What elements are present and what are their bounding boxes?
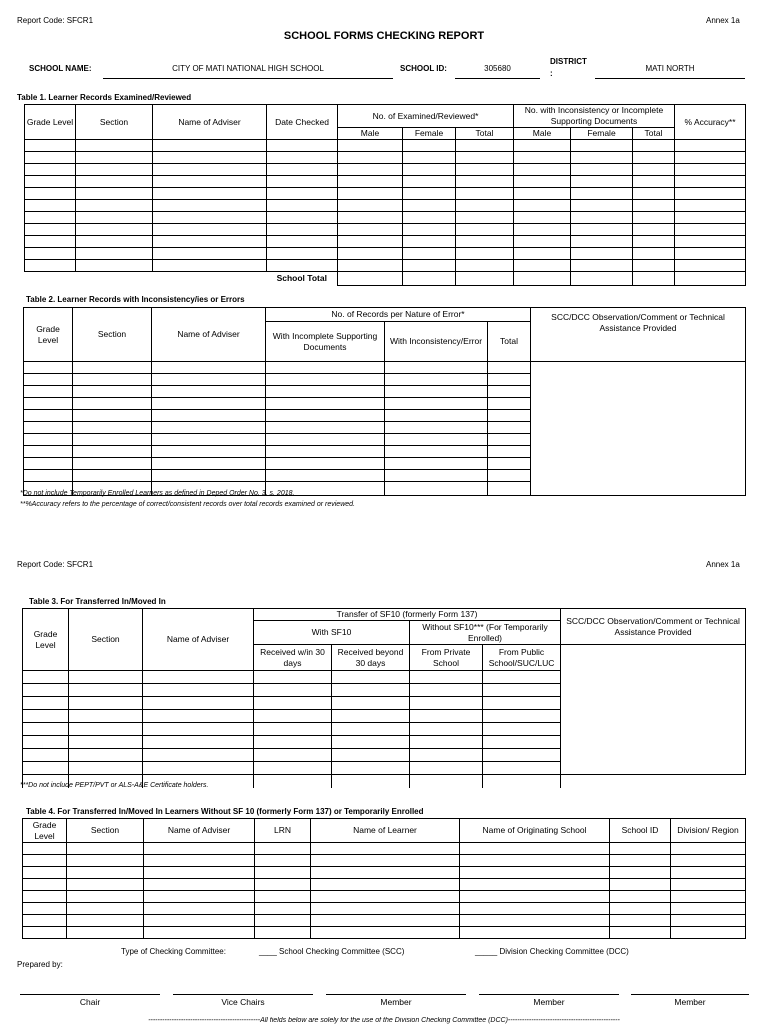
table-row <box>23 855 746 867</box>
table-row <box>25 176 746 188</box>
t4-header-section: Section <box>67 819 144 843</box>
table-row <box>24 362 746 374</box>
t3-header-without-sf10: Without SF10*** (For Temporarily Enrolled) <box>410 621 561 645</box>
t1-header-section: Section <box>76 105 153 140</box>
t3-header-within30: Received w/in 30 days <box>254 645 332 671</box>
table-row <box>25 248 746 260</box>
school-id-value: 305680 <box>484 64 511 73</box>
t3-header-transfer: Transfer of SF10 (formerly Form 137) <box>254 609 561 621</box>
table3 <box>22 608 746 788</box>
table-row <box>23 927 746 939</box>
t1-header-inconsistency: No. with Inconsistency or Incomplete Supporting Documents <box>514 105 675 128</box>
t4-header-grade-level: Grade Level <box>23 819 67 843</box>
table-row <box>23 903 746 915</box>
signature-member-2: Member <box>479 994 619 1007</box>
t3-header-private: From Private School <box>410 645 483 671</box>
table-row <box>25 188 746 200</box>
t3-header-section: Section <box>69 609 143 671</box>
district-label: DISTRICT <box>550 57 587 66</box>
t2-header-total: Total <box>488 322 531 362</box>
table-row <box>23 915 746 927</box>
table2-caption: Table 2. Learner Records with Inconsistency/ies or Errors <box>26 295 245 304</box>
table-row <box>25 260 746 272</box>
t2-header-nature: No. of Records per Nature of Error* <box>266 308 531 322</box>
t1-header-grade-level: Grade Level <box>25 105 76 140</box>
t2-header-inconsistency: With Inconsistency/Error <box>385 322 488 362</box>
school-id-label: SCHOOL ID: <box>400 64 447 73</box>
table4 <box>22 818 746 939</box>
district-colon: : <box>550 69 553 78</box>
school-name-value: CITY OF MATI NATIONAL HIGH SCHOOL <box>172 64 324 73</box>
table-row <box>25 152 746 164</box>
t2-header-section: Section <box>73 308 152 362</box>
t2-header-adviser: Name of Adviser <box>152 308 266 362</box>
district-value: MATI NORTH <box>645 64 695 73</box>
t3-header-with-sf10: With SF10 <box>254 621 410 645</box>
table4-caption: Table 4. For Transferred In/Moved In Learners Without SF 10 (formerly Form 137) or Temporarily Enrolled <box>26 807 424 816</box>
t1-header-examined: No. of Examined/Reviewed* <box>338 105 514 128</box>
t1-header-female-inc: Female <box>571 128 633 140</box>
school-total-label: School Total <box>267 272 338 286</box>
t3-header-beyond30: Received beyond 30 days <box>332 645 410 671</box>
table-row <box>23 879 746 891</box>
table-row <box>25 236 746 248</box>
school-id-underline <box>455 78 540 79</box>
t3-header-public: From Public School/SUC/LUC <box>483 645 561 671</box>
note-accuracy: **%Accuracy refers to the percentage of correct/consistent records over total records examined or reviewed. <box>20 501 355 508</box>
t1-header-accuracy: % Accuracy** <box>675 105 746 140</box>
signature-member-3: Member <box>631 994 749 1007</box>
t4-header-origin: Name of Originating School <box>460 819 610 843</box>
signature-vice-chairs: Vice Chairs <box>173 994 313 1007</box>
t2-observation-cell[interactable] <box>531 362 746 496</box>
t4-header-school-id: School ID <box>610 819 671 843</box>
annex-label: Annex 1a <box>706 16 740 25</box>
annex-label-page2: Annex 1a <box>706 560 740 569</box>
t3-header-grade-level: Grade Level <box>23 609 69 671</box>
signature-chair: Chair <box>20 994 160 1007</box>
table-row <box>25 140 746 152</box>
committee-label: Type of Checking Committee: <box>121 947 226 956</box>
t1-header-total-inc: Total <box>633 128 675 140</box>
page-title: SCHOOL FORMS CHECKING REPORT <box>283 30 485 42</box>
table-row <box>23 891 746 903</box>
report-code: Report Code: SFCR1 <box>17 16 94 25</box>
table-row <box>25 164 746 176</box>
committee-scc-option[interactable]: ____ School Checking Committee (SCC) <box>259 947 405 956</box>
t1-header-male: Male <box>338 128 403 140</box>
school-name-underline <box>103 78 393 79</box>
table-row <box>25 200 746 212</box>
t1-header-date-checked: Date Checked <box>267 105 338 140</box>
t1-header-male-inc: Male <box>514 128 571 140</box>
table1 <box>24 104 746 286</box>
note-temporarily-enrolled: *Do not include Temporarily Enrolled Learners as defined in Deped Order No. 3, s. 2018. <box>20 490 295 497</box>
t4-header-learner: Name of Learner <box>311 819 460 843</box>
t3-observation-cell[interactable] <box>561 645 746 775</box>
school-name-label: SCHOOL NAME: <box>29 64 92 73</box>
signature-member-1: Member <box>326 994 466 1007</box>
dcc-use-note: ------------------------------------------------All fields below are solely for the use of the Division Checking Committee (DCC)------------------------------------------------ <box>148 1017 620 1024</box>
t3-header-adviser: Name of Adviser <box>143 609 254 671</box>
t2-header-observation: SCC/DCC Observation/Comment or Technical Assistance Provided <box>531 308 746 362</box>
t2-header-grade-level: Grade Level <box>24 308 73 362</box>
t1-header-adviser: Name of Adviser <box>153 105 267 140</box>
committee-dcc-option[interactable]: _____ Division Checking Committee (DCC) <box>475 947 629 956</box>
table-row <box>23 867 746 879</box>
t1-header-total: Total <box>456 128 514 140</box>
prepared-by-label: Prepared by: <box>17 960 63 969</box>
t4-header-division: Division/ Region <box>671 819 746 843</box>
table3-caption: Table 3. For Transferred In/Moved In <box>29 597 166 606</box>
t2-header-incomplete: With Incomplete Supporting Documents <box>266 322 385 362</box>
table1-caption: Table 1. Learner Records Examined/Reviewed <box>17 93 192 102</box>
school-total-row <box>25 272 746 286</box>
table-row <box>23 843 746 855</box>
report-code-page2: Report Code: SFCR1 <box>17 560 94 569</box>
district-underline <box>595 78 745 79</box>
t4-header-lrn: LRN <box>255 819 311 843</box>
t3-header-observation: SCC/DCC Observation/Comment or Technical Assistance Provided <box>561 609 746 645</box>
table-row <box>25 224 746 236</box>
table-row <box>25 212 746 224</box>
t4-header-adviser: Name of Adviser <box>144 819 255 843</box>
table2 <box>23 307 746 496</box>
t1-header-female: Female <box>403 128 456 140</box>
note-pept: ***Do not include PEPT/PVT or ALS-A&E Certificate holders. <box>20 782 209 789</box>
